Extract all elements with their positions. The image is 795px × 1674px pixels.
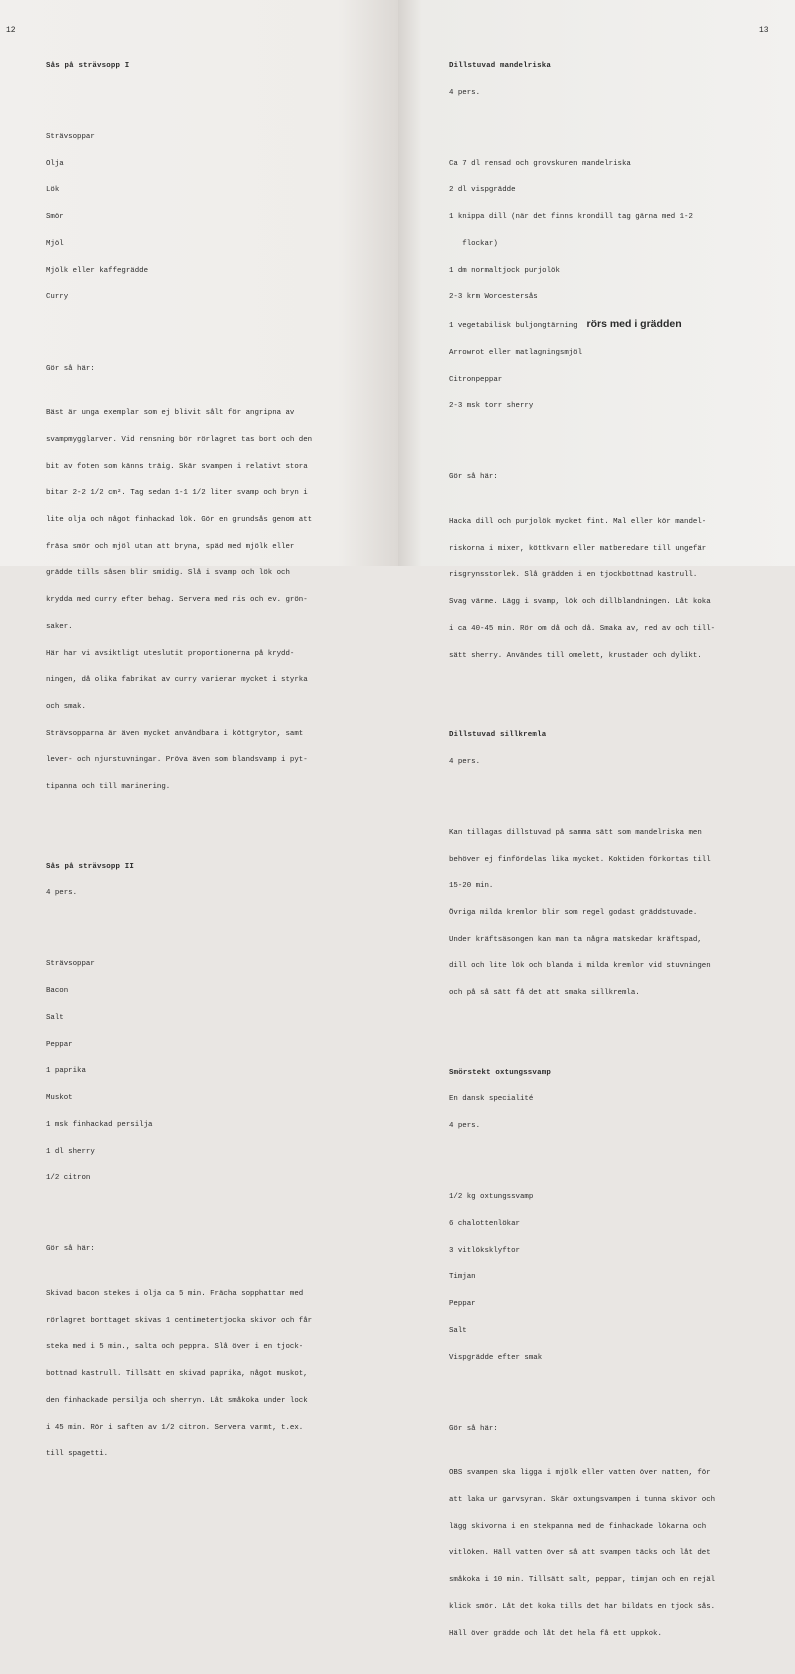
- ingredient: Smör: [46, 213, 64, 222]
- ingredient: Mjölk eller kaffegrädde: [46, 266, 149, 275]
- method-label: Gör så här:: [46, 364, 95, 373]
- ingredient: 1 msk finhackad persilja: [46, 1120, 153, 1129]
- ingredient: 1 vegetabilisk buljongtärning: [449, 322, 578, 331]
- method-line: till spagetti.: [46, 1450, 109, 1459]
- ingredient: 2-3 msk torr sherry: [449, 402, 534, 411]
- ingredient: Curry: [46, 293, 69, 302]
- recipe-title: Sås på strävsopp II: [46, 862, 135, 871]
- recipe-title: Dillstuvad sillkremla: [449, 730, 547, 739]
- method-line: ningen, då olika fabrikat av curry varierar mycket i styrka: [46, 676, 308, 685]
- text-line: 15-20 min.: [449, 882, 494, 891]
- ingredient: Ca 7 dl rensad och grovskuren mandelriska: [449, 159, 631, 168]
- servings: 4 pers.: [449, 1121, 481, 1130]
- text-line: Övriga milda kremlor blir som regel godast gräddstuvade.: [449, 909, 698, 918]
- method-line: bottnad kastrull. Tillsätt en skivad paprika, något muskot,: [46, 1370, 308, 1379]
- method-label: Gör så här:: [449, 1424, 498, 1433]
- text-line: Under kräftsäsongen kan man ta några matskedar kräftspad,: [449, 935, 702, 944]
- method-line: OBS svampen ska ligga i mjölk eller vatten över natten, för: [449, 1469, 711, 1478]
- method-line: lite olja och något finhackad lök. Gör en grundsås genom att: [46, 516, 313, 524]
- method-line: bitar 2-2 1/2 cm². Tag sedan 1-1 1/2 liter svamp och bryn i: [46, 489, 308, 498]
- method-line: småkoka i 10 min. Tillsätt salt, peppar, timjan och en rejäl: [449, 1576, 716, 1585]
- ingredient: Olja: [46, 159, 64, 168]
- method-line: riskorna i mixer, köttkvarn eller matberedare till ungefär: [449, 544, 707, 553]
- ingredient: 1 paprika: [46, 1067, 86, 1076]
- ingredient: Muskot: [46, 1094, 73, 1103]
- method-text: [449, 1451, 715, 1656]
- ingredient: Peppar: [46, 1040, 73, 1049]
- right-page: [398, 0, 795, 1638]
- left-page-content: [46, 44, 312, 1495]
- ingredient: 1/2 kg oxtungssvamp: [449, 1193, 534, 1202]
- recipe-text: [449, 811, 715, 1016]
- method-text: [46, 1272, 312, 1477]
- ingredient-list: [449, 142, 715, 429]
- ingredient-list: [46, 943, 312, 1201]
- method-line: i 45 min. Rör i saften av 1/2 citron. Servera varmt, t.ex.: [46, 1423, 304, 1432]
- text-line: dill och lite lök och blanda i milda kremlor vid stuvningen: [449, 962, 711, 971]
- servings: 4 pers.: [46, 889, 78, 898]
- method-label: Gör så här:: [46, 1245, 95, 1254]
- servings: 4 pers.: [449, 88, 481, 97]
- method-line: Häll över grädde och låt det hela få ett uppkok.: [449, 1629, 662, 1638]
- method-line: klick smör. Låt det koka tills det har bildats en tjock sås.: [449, 1602, 716, 1611]
- method-line: Svag värme. Lägg i svamp, lök och dillblandningen. Låt koka: [449, 598, 711, 607]
- method-text: [449, 500, 715, 678]
- text-line: behöver ej finfördelas lika mycket. Koktiden förkortas till: [449, 855, 711, 864]
- method-line: saker.: [46, 622, 73, 631]
- ingredient: Lök: [46, 186, 60, 195]
- method-line: lägg skivorna i en stekpanna med de finhackade lökarna och: [449, 1522, 707, 1531]
- method-label: Gör så här:: [449, 473, 498, 482]
- ingredient-with-note: [449, 320, 715, 331]
- ingredient: 1/2 citron: [46, 1174, 91, 1183]
- recipe-title: Sås på strävsopp I: [46, 61, 130, 70]
- ingredient: Timjan: [449, 1273, 476, 1282]
- ingredient: 1 dl sherry: [46, 1147, 95, 1156]
- method-line: krydda med curry efter behag. Servera med ris och ev. grön-: [46, 596, 308, 605]
- method-line: Skivad bacon stekes i olja ca 5 min. Frächa sopphattar med: [46, 1290, 304, 1298]
- method-line: fräsa smör och mjöl utan att bryna, späd med mjölk eller: [46, 542, 295, 551]
- method-text: [46, 391, 312, 810]
- ingredient-list: [449, 1175, 715, 1380]
- ingredient: 3 vitlöksklyftor: [449, 1246, 520, 1255]
- bouillon-note: rörs med i grädden: [586, 318, 682, 331]
- method-line: rörlagret borttaget skivas 1 centimetertjocka skivor och får: [46, 1316, 313, 1325]
- text-line: och på så sätt få det att smaka sillkremla.: [449, 989, 640, 998]
- method-line: svampmygglarver. Vid rensning bör rörlagret tas bort och den: [46, 435, 313, 444]
- ingredient: 1 knippa dill (när det finns krondill tag gärna med 1-2: [449, 213, 693, 222]
- recipe-subtitle: En dansk specialité: [449, 1095, 534, 1104]
- method-line: i ca 40-45 min. Rör om då och då. Smaka av, red av och till-: [449, 624, 716, 633]
- ingredient: Salt: [46, 1013, 64, 1022]
- servings: 4 pers.: [449, 757, 481, 766]
- page-number: 12: [6, 26, 16, 35]
- ingredient: Vispgrädde efter smak: [449, 1353, 543, 1362]
- recipe-title: Dillstuvad mandelriska: [449, 61, 551, 70]
- method-line: vitlöken. Häll vatten över så att svampen täcks och låt det: [449, 1549, 711, 1558]
- method-line: Hacka dill och purjolök mycket fint. Mal eller kör mandel-: [449, 518, 707, 526]
- method-line: bit av foten som känns träig. Skär svampen i relativt stora: [46, 462, 308, 471]
- ingredient: 2-3 krm Worcestersås: [449, 293, 538, 302]
- ingredient-list: [46, 115, 312, 320]
- right-page-content: [449, 44, 715, 1674]
- method-line: Strävsopparna är även mycket användbara i köttgrytor, samt: [46, 729, 304, 738]
- method-line: den finhackade persilja och sherryn. Låt småkoka under lock: [46, 1396, 308, 1405]
- method-line: grädde tills såsen blir smidig. Slå i svamp och lök och: [46, 569, 290, 578]
- left-page: [0, 0, 398, 1459]
- method-line: sätt sherry. Användes till omelett, krustader och dylikt.: [449, 651, 702, 660]
- ingredient: Salt: [449, 1326, 467, 1335]
- recipe-title: Smörstekt oxtungssvamp: [449, 1068, 551, 1077]
- ingredient: Bacon: [46, 987, 69, 996]
- method-line: steka med i 5 min., salta och peppra. Slå över i en tjock-: [46, 1343, 304, 1352]
- method-line: risgrynsstorlek. Slå grädden i en tjockbottnad kastrull.: [449, 571, 698, 580]
- ingredient: Strävsoppar: [46, 133, 95, 142]
- method-line: att laka ur garvsyran. Skär oxtungsvampen i tunna skivor och: [449, 1496, 716, 1505]
- ingredient: Mjöl: [46, 239, 64, 248]
- ingredient: 1 dm normaltjock purjolök: [449, 266, 560, 275]
- ingredient: Citronpeppar: [449, 375, 503, 384]
- ingredient: Peppar: [449, 1300, 476, 1309]
- ingredient: Arrowrot eller matlagningsmjöl: [449, 348, 583, 357]
- text-line: Kan tillagas dillstuvad på samma sätt som mandelriska men: [449, 828, 702, 837]
- method-line: och smak.: [46, 703, 86, 712]
- method-line: tipanna och till marinering.: [46, 783, 171, 792]
- method-line: lever- och njurstuvningar. Pröva även som blandsvamp i pyt-: [46, 756, 308, 765]
- ingredient: flockar): [449, 239, 498, 248]
- method-line: Bäst är unga exemplar som ej blivit sålt för angripna av: [46, 409, 295, 418]
- ingredient: 6 chalottenlökar: [449, 1219, 520, 1228]
- method-line: Här har vi avsiktligt uteslutit proportionerna på krydd-: [46, 649, 295, 658]
- ingredient: 2 dl vispgrädde: [449, 186, 516, 195]
- page-number: 13: [759, 26, 769, 35]
- ingredient: Strävsoppar: [46, 960, 95, 969]
